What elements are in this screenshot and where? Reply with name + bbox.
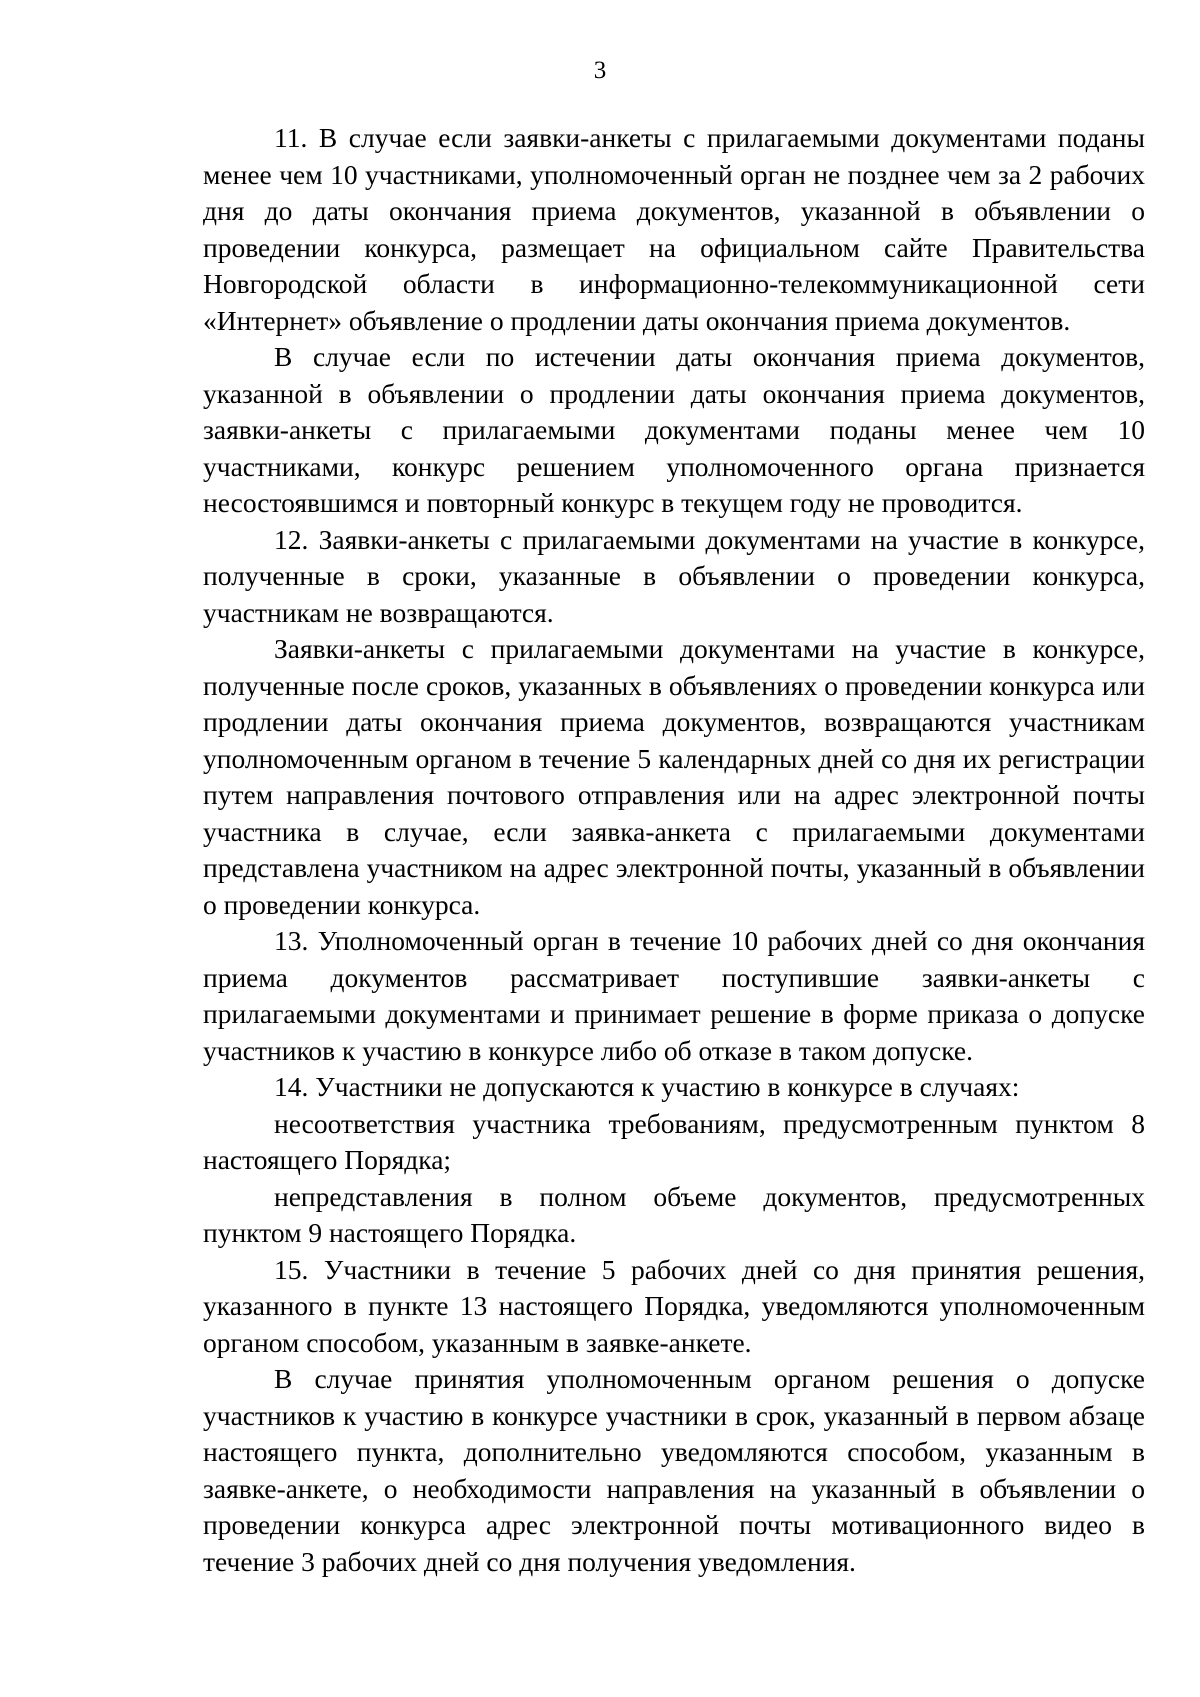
paragraph-13: 13. Уполномоченный орган в течение 10 рабочих дней со дня окончания приема документов рассматривает поступившие заявки-анкеты с прилагаемыми документами и принимает решение в форме приказа о допуске участников к участию в конкурсе либо об отказе в таком допуске. <box>203 925 1145 1066</box>
paragraph-12-second: Заявки-анкеты с прилагаемыми документами на участие в конкурсе, полученные после сроков, указанных в объявлениях о проведении конкурса или продлении даты окончания приема документов, возвращаются участникам уполномоченным органом в течение 5 календарных дней со дня их регистрации путем направления почтового отправления или на адрес электронной почты участника в случае, если заявка-анкета с прилагаемыми документами представлена участником на адрес электронной почты, указанный в объявлении о проведении конкурса. <box>203 633 1145 920</box>
paragraph-11-second: В случае если по истечении даты окончания приема документов, указанной в объявлении о продлении даты окончания приема документов, заявки-анкеты с прилагаемыми документами поданы менее чем 10 участниками, конкурс решением уполномоченного органа признается несостоявшимся и повторный конкурс в текущем году не проводится. <box>203 341 1145 518</box>
paragraph-14-item-1: несоответствия участника требованиям, предусмотренным пунктом 8 настоящего Порядка; <box>203 1107 1145 1175</box>
paragraph-14-item-2: непредставления в полном объеме документов, предусмотренных пунктом 9 настоящего Порядка. <box>203 1180 1145 1248</box>
paragraph-12: 12. Заявки-анкеты с прилагаемыми документами на участие в конкурсе, полученные в сроки, указанные в объявлении о проведении конкурса, участникам не возвращаются. <box>203 523 1145 628</box>
page-number: 3 <box>593 57 607 84</box>
paragraph-15-second: В случае принятия уполномоченным органом решения о допуске участников к участию в конкурсе участники в срок, указанный в первом абзаце настоящего пункта, дополнительно уведомляются способом, указанным в заявке-анкете, о необходимости направления на указанный в объявлении о проведении конкурса адрес электронной почты мотивационного видео в течение 3 рабочих дней со дня получения уведомления. <box>203 1363 1145 1577</box>
paragraph-14: 14. Участники не допускаются к участию в конкурсе в случаях: <box>274 1071 1020 1102</box>
paragraph-11: 11. В случае если заявки-анкеты с прилагаемыми документами поданы менее чем 10 участниками, уполномоченный орган не позднее чем за 2 рабочих дня до даты окончания приема документов, указанной в объявлении о проведении конкурса, размещает на официальном сайте Правительства Новгородской области в информационно-телекоммуникационной сети «Интернет» объявление о продлении даты окончания приема документов. <box>203 122 1145 336</box>
paragraph-15: 15. Участники в течение 5 рабочих дней со дня принятия решения, указанного в пункте 13 настоящего Порядка, уведомляются уполномоченным органом способом, указанным в заявке-анкете. <box>203 1253 1145 1358</box>
document-body <box>203 120 1145 1580</box>
